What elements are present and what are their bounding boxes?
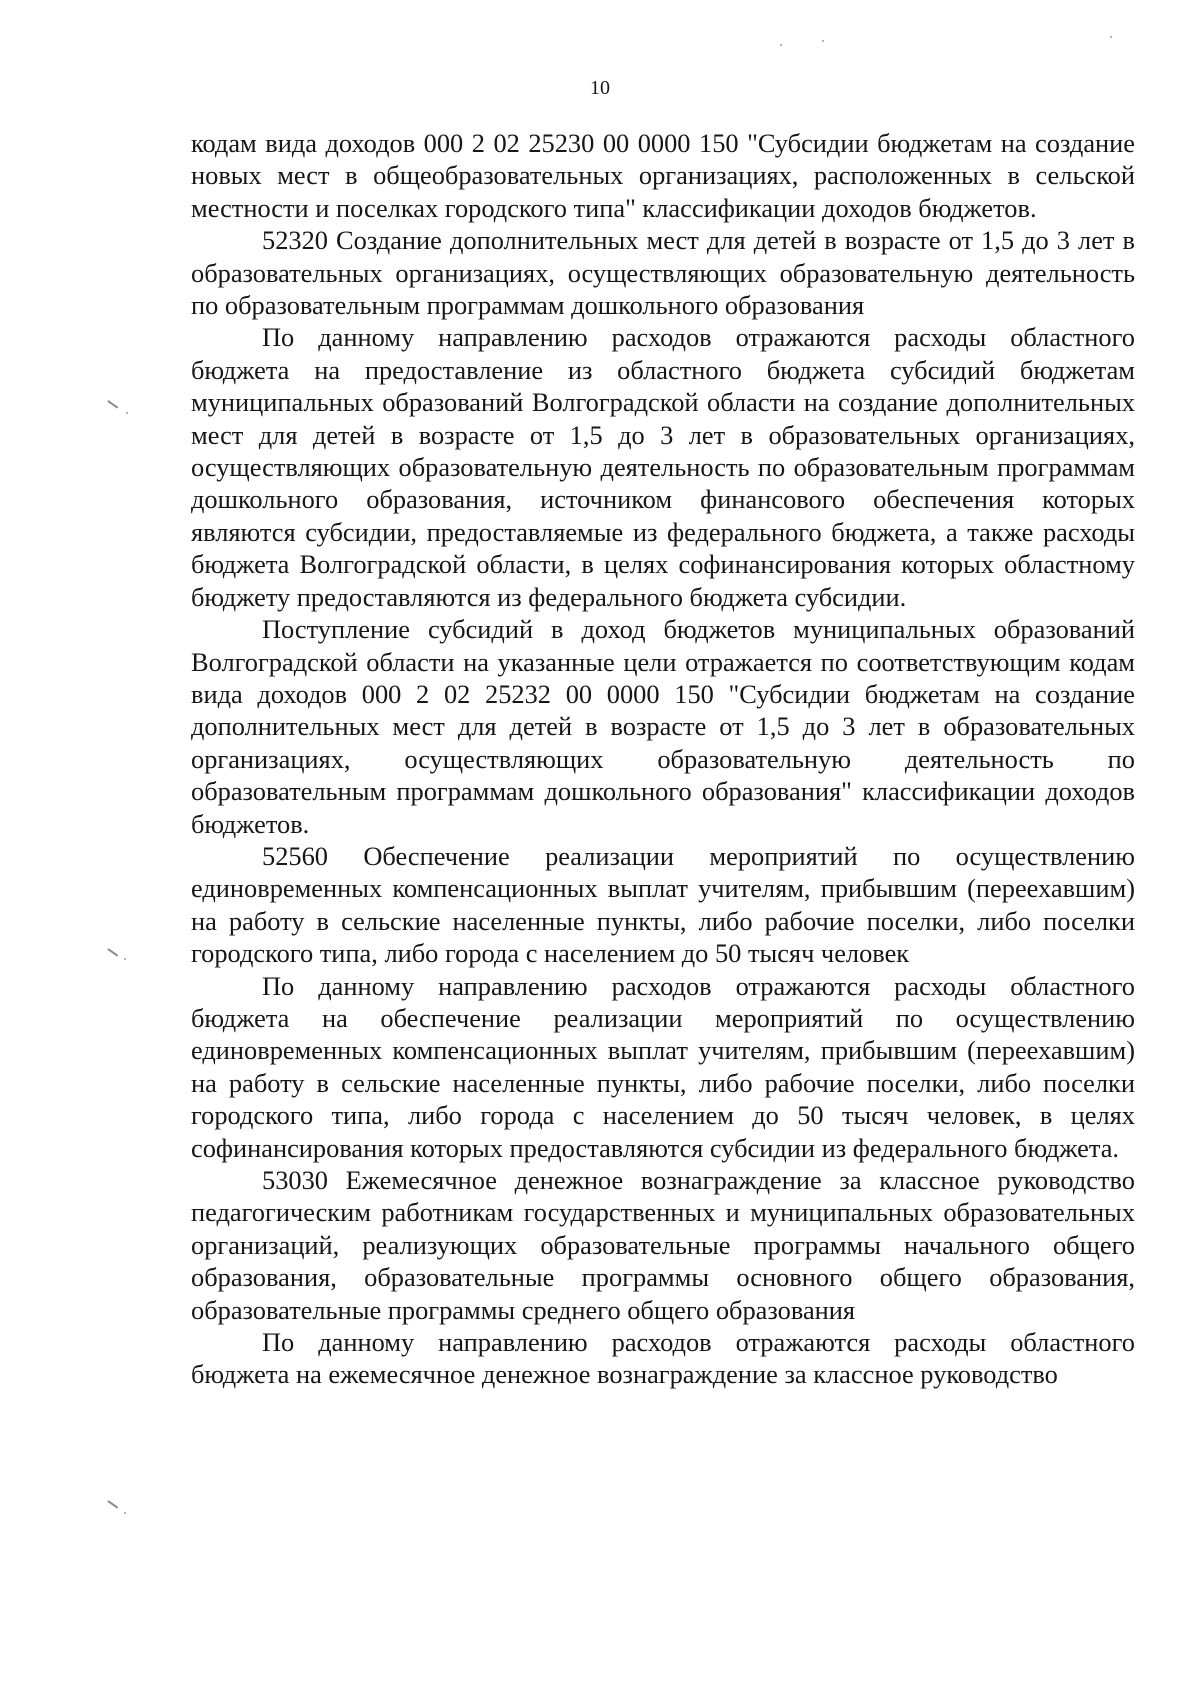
paragraph-52320-description: По данному направлению расходов отражаются расходы областного бюджета на предоставление из областного бюджета субсидий бюджетам муниципальных образований Волгоградской области на создание дополнительных мест для детей в возрасте от 1,5 до 3 лет в образовательных организациях, осуществляющих образовательную деятельность по образовательным программам дошкольного образования, источником финансового обеспечения которых являются субсидии, предоставляемые из федерального бюджета, а также расходы бюджета Волгоградской области, в целях софинансирования которых областному бюджету предоставляются из федерального бюджета субсидии. bbox=[191, 322, 1135, 612]
paragraph-52560-description: По данному направлению расходов отражаются расходы областного бюджета на обеспечение реализации мероприятий по осуществлению единовременных компенсационных выплат учителям, прибывшим (переехавшим) на работу в сельские населенные пункты, либо рабочие поселки, либо поселки городского типа, либо города с населением до 50 тысяч человек, в целях софинансирования которых предоставляются субсидии из федерального бюджета. bbox=[191, 970, 1135, 1163]
page-number: 10 bbox=[590, 77, 610, 99]
heading-52320: 52320 Создание дополнительных мест для детей в возрасте от 1,5 до 3 лет в образовательных организациях, осуществляющих образовательную деятельность по образовательным программам дошкольного образования bbox=[191, 225, 1135, 321]
scan-speck bbox=[124, 1512, 126, 1514]
heading-53030: 53030 Ежемесячное денежное вознаграждение за классное руководство педагогическим работникам государственных и муниципальных образовательных организаций, реализующих образовательные программы начального общего образования, образовательные программы основного общего образования, образовательные программы среднего общего образования bbox=[191, 1165, 1135, 1325]
document-body bbox=[191, 127, 1135, 1391]
heading-52560: 52560 Обеспечение реализации мероприятий по осуществлению единовременных компенсационных выплат учителям, прибывшим (переехавшим) на работу в сельские населенные пункты, либо рабочие поселки, либо поселки городского типа, либо города с населением до 50 тысяч человек bbox=[191, 840, 1135, 969]
scan-speck bbox=[1110, 36, 1112, 38]
scan-speck bbox=[126, 412, 128, 414]
scan-speck bbox=[124, 958, 126, 960]
scan-mark bbox=[108, 400, 119, 408]
scan-mark bbox=[108, 948, 119, 956]
scan-mark bbox=[108, 1500, 119, 1508]
scan-speck bbox=[780, 44, 782, 46]
paragraph-53030-description: По данному направлению расходов отражаются расходы областного бюджета на ежемесячное денежное вознаграждение за классное руководство bbox=[191, 1327, 1135, 1390]
scan-speck bbox=[822, 40, 824, 42]
paragraph-income-codes-rural-schools: кодам вида доходов 000 2 02 25230 00 0000 150 "Субсидии бюджетам на создание новых мест в общеобразовательных организациях, расположенных в сельской местности и поселках городского типа" классификации доходов бюджетов. bbox=[191, 128, 1135, 223]
paragraph-52320-income-codes: Поступление субсидий в доход бюджетов муниципальных образований Волгоградской области на указанные цели отражается по соответствующим кодам вида доходов 000 2 02 25232 00 0000 150 "Субсидии бюджетам на создание дополнительных мест для детей в возрасте от 1,5 до 3 лет в образовательных организациях, осуществляющих образовательную деятельность по образовательным программам дошкольного образования" классификации доходов бюджетов. bbox=[191, 614, 1135, 839]
